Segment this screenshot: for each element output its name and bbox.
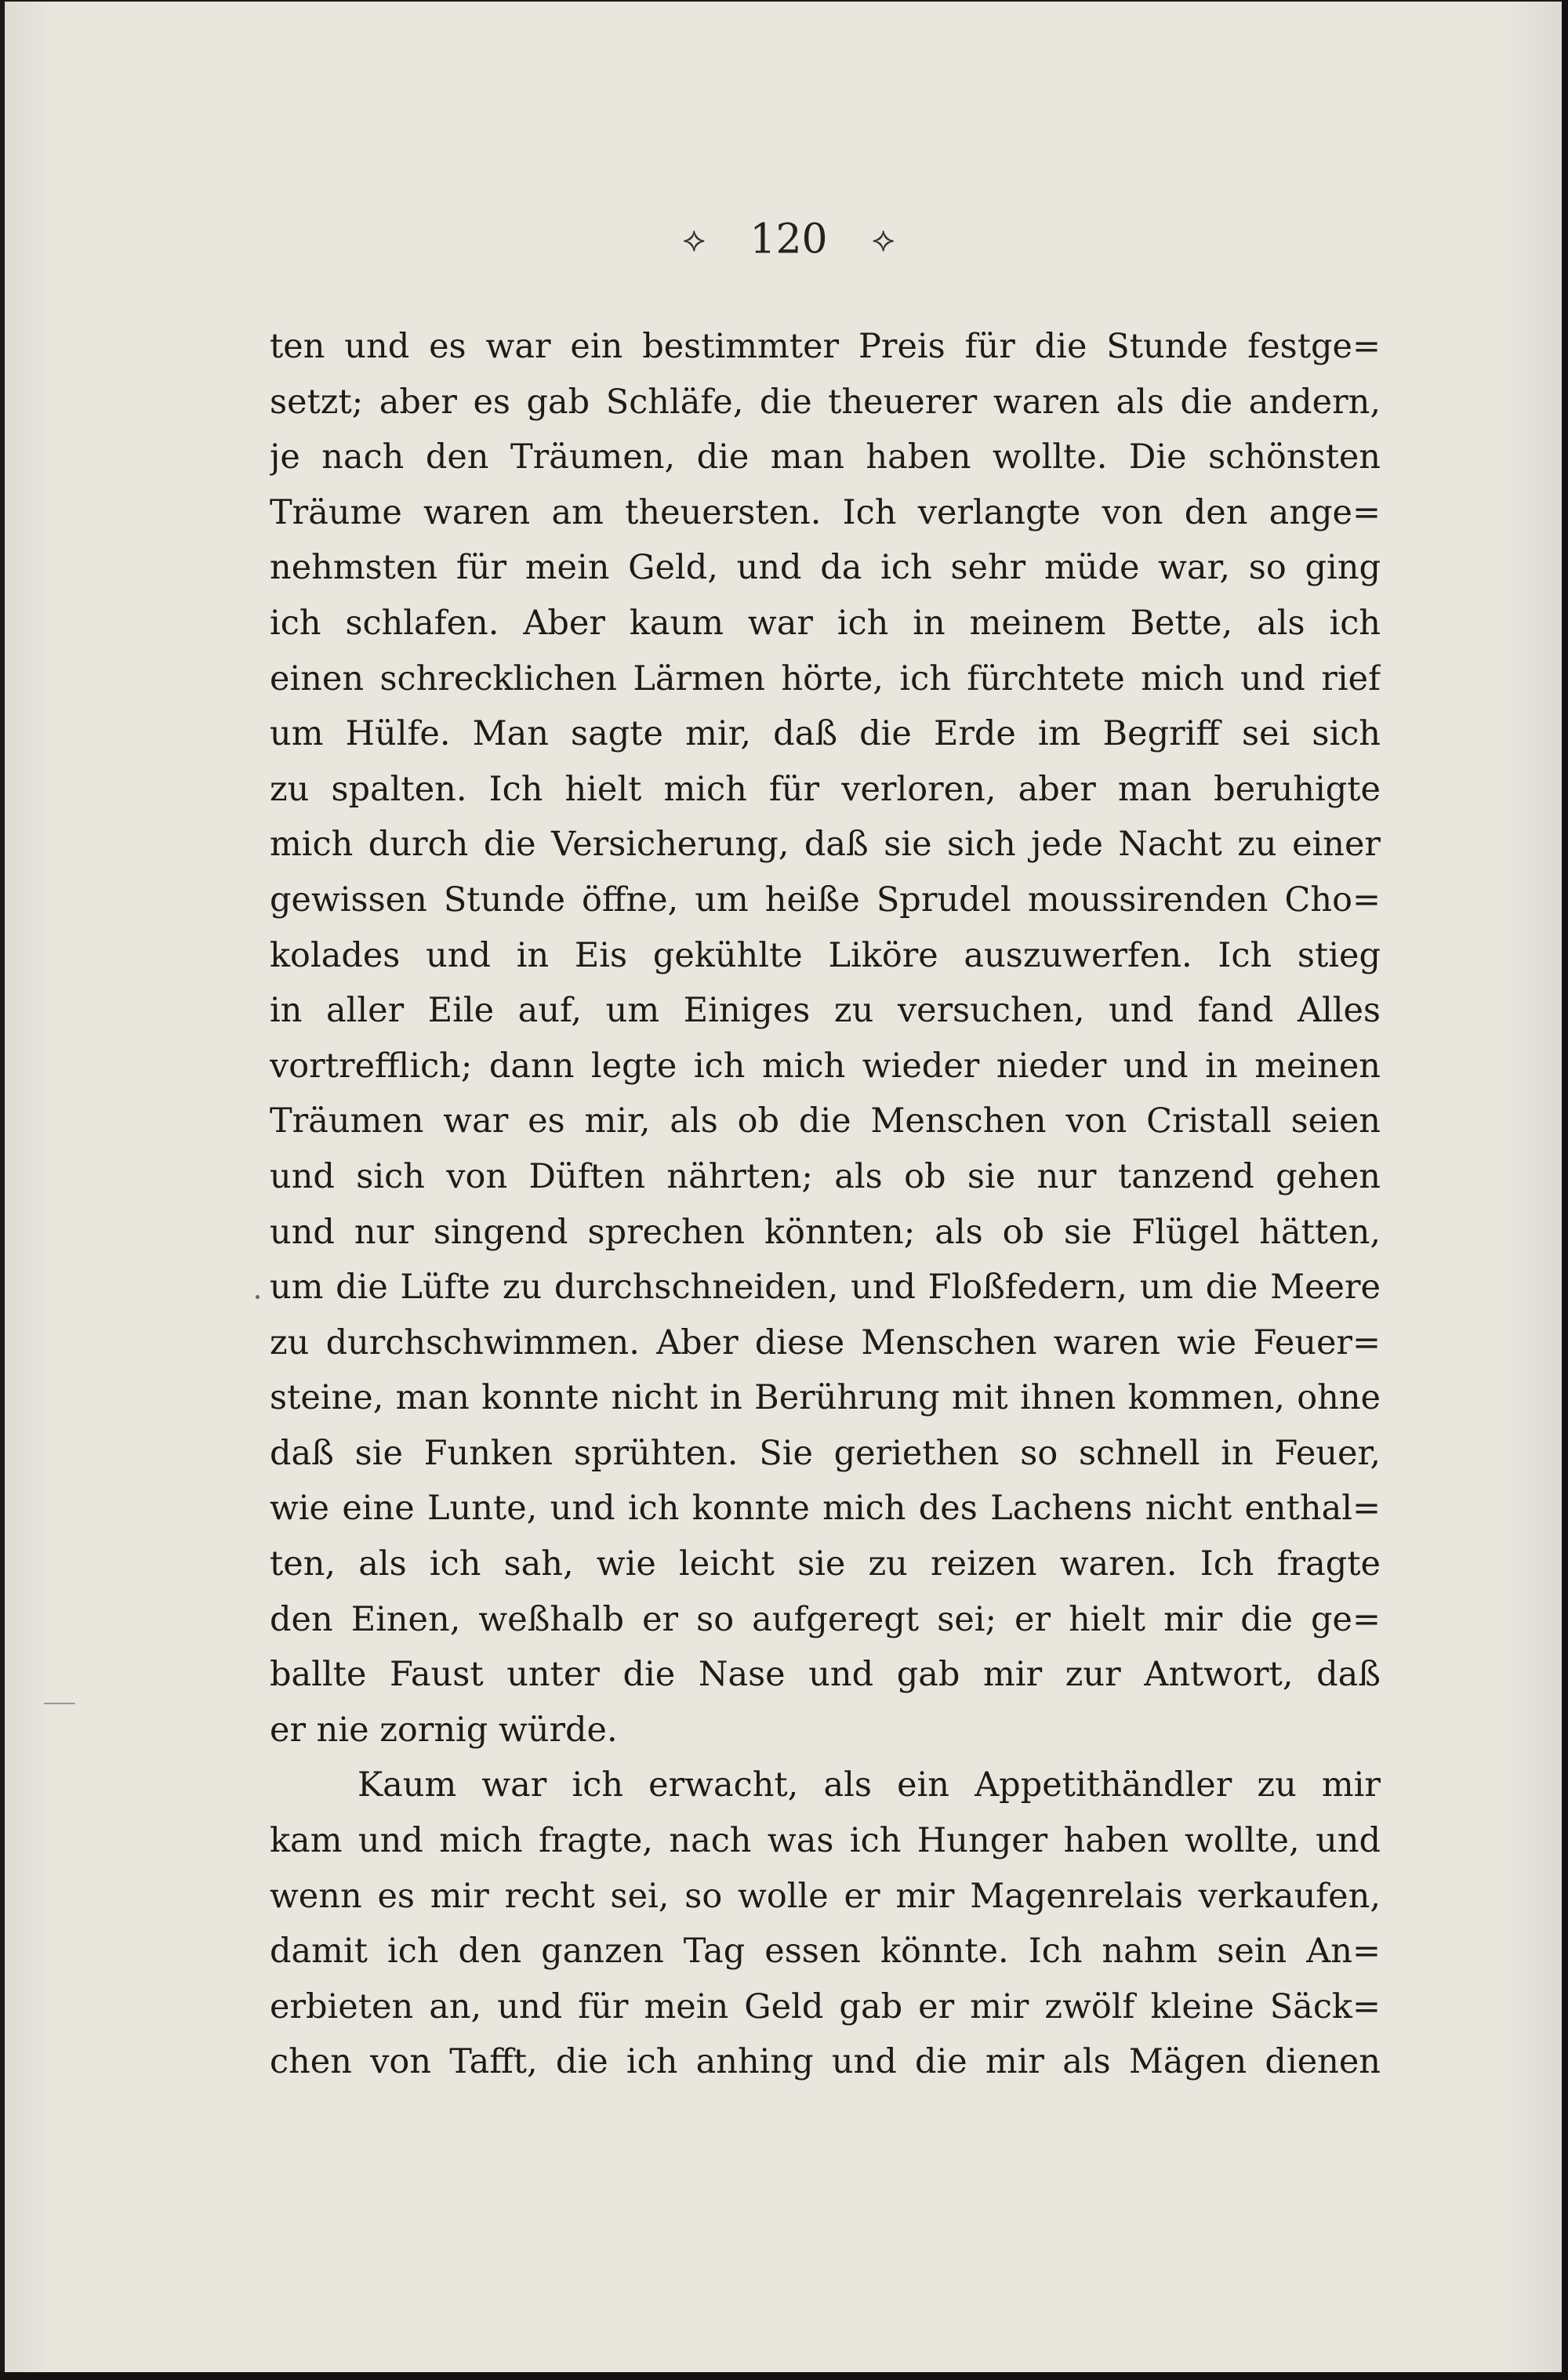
text-line: in aller Eile auf, um Einiges zu versuchen, und fand Alles	[270, 991, 1381, 1031]
text-line: kam und mich fragte, nach was ich Hunger haben wollte, und	[270, 1821, 1381, 1861]
text-line: und nur singend sprechen könnten; als ob sie Flügel hätten,	[270, 1212, 1381, 1252]
text-line: nehmsten für mein Geld, und da ich sehr müde war, so ging	[270, 548, 1381, 588]
text-line: zu spalten. Ich hielt mich für verloren, aber man beruhigte	[270, 769, 1381, 809]
text-line: daß sie Funken sprühten. Sie geriethen so schnell in Feuer,	[270, 1433, 1381, 1473]
text-line: vortrefflich; dann legte ich mich wieder nieder und in meinen	[270, 1046, 1381, 1086]
text-line: wie eine Lunte, und ich konnte mich des Lachens nicht enthal=	[270, 1489, 1381, 1529]
ornament-left-icon: ⟡	[682, 219, 706, 259]
text-line: Träumen war es mir, als ob die Menschen von Cristall seien	[270, 1101, 1381, 1141]
text-line: damit ich den ganzen Tag essen könnte. Ich nahm sein An=	[270, 1932, 1381, 1972]
paragraph-end-line: er nie zornig würde.	[270, 1710, 618, 1750]
body-text	[270, 319, 1381, 2090]
text-line: und sich von Düften nährten; als ob sie nur tanzend gehen	[270, 1156, 1381, 1196]
text-line: je nach den Träumen, die man haben wollte. Die schönsten	[270, 437, 1381, 477]
text-line: ten und es war ein bestimmter Preis für die Stunde festge=	[270, 327, 1381, 366]
paper-speck	[44, 1703, 75, 1704]
text-line: kolades und in Eis gekühlte Liköre auszuwerfen. Ich stieg	[270, 935, 1381, 975]
text-line: ich schlafen. Aber kaum war ich in meinem Bette, als ich	[270, 603, 1381, 643]
text-line: Träume waren am theuersten. Ich verlangte von den ange=	[270, 492, 1381, 532]
paragraph-start-line: Kaum war ich erwacht, als ein Appetithändler zu mir	[358, 1765, 1381, 1805]
text-line: gewissen Stunde öffne, um heiße Sprudel moussirenden Cho=	[270, 880, 1381, 920]
scan-edge-bottom	[0, 2372, 1568, 2380]
text-line: zu durchschwimmen. Aber diese Menschen waren wie Feuer=	[270, 1322, 1381, 1362]
page-number: 120	[750, 216, 828, 263]
page-header	[5, 213, 1568, 276]
text-line: steine, man konnte nicht in Berührung mit ihnen kommen, ohne	[270, 1378, 1381, 1418]
text-line: ballte Faust unter die Nase und gab mir zur Antwort, daß	[270, 1655, 1381, 1695]
text-line: erbieten an, und für mein Geld gab er mir zwölf kleine Säck=	[270, 1986, 1381, 2026]
text-line: einen schrecklichen Lärmen hörte, ich fürchtete mich und rief	[270, 658, 1381, 698]
paper-speck	[256, 1295, 260, 1299]
text-line: wenn es mir recht sei, so wolle er mir Magenrelais verkaufen,	[270, 1876, 1381, 1916]
text-line: um die Lüfte zu durchschneiden, und Floßfedern, um die Meere	[270, 1268, 1381, 1308]
ornament-right-icon: ⟡	[872, 219, 895, 259]
text-line: setzt; aber es gab Schläfe, die theuerer waren als die andern,	[270, 382, 1381, 422]
text-line: den Einen, weßhalb er so aufgeregt sei; er hielt mir die ge=	[270, 1599, 1381, 1639]
book-page	[5, 2, 1566, 2378]
text-line: chen von Tafft, die ich anhing und die mir als Mägen dienen	[270, 2042, 1381, 2082]
text-line: mich durch die Versicherung, daß sie sich jede Nacht zu einer	[270, 825, 1381, 865]
text-line: um Hülfe. Man sagte mir, daß die Erde im Begriff sei sich	[270, 714, 1381, 754]
scan-edge-right	[1562, 0, 1568, 2380]
text-line: ten, als ich sah, wie leicht sie zu reizen waren. Ich fragte	[270, 1544, 1381, 1584]
